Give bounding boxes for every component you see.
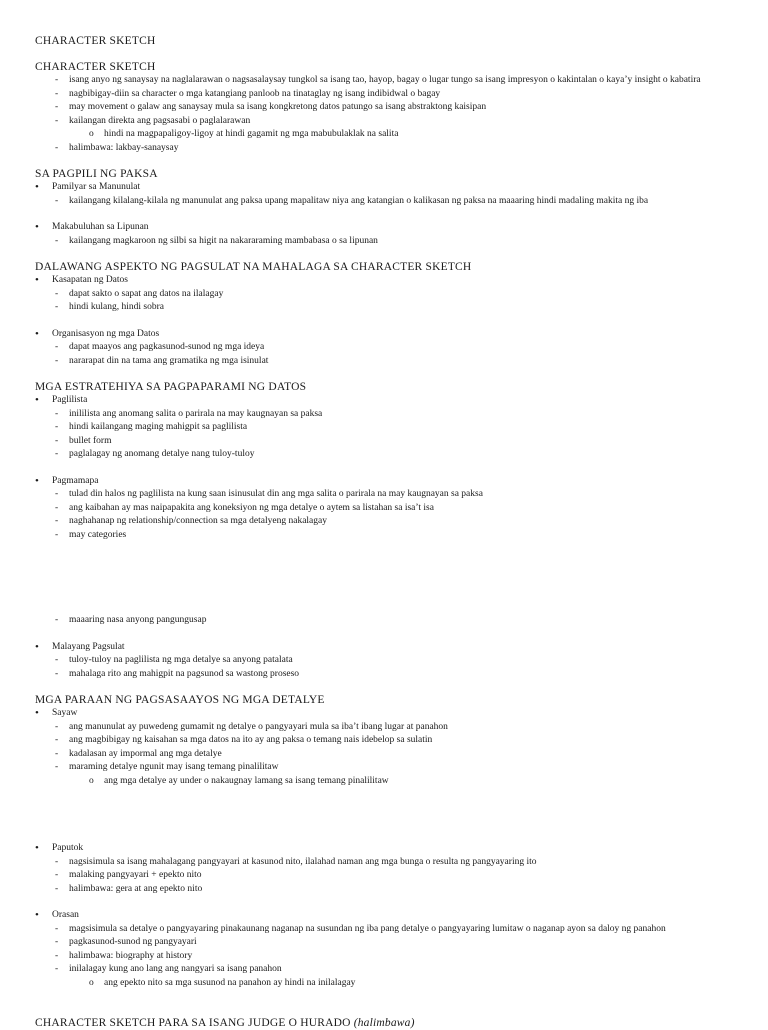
- list-item: - hindi kulang, hindi sobra: [35, 301, 735, 315]
- list-item: - malaking pangyayari + epekto nito: [35, 869, 735, 883]
- list-item: - mahalaga rito ang mahigpit na pagsunod sa wastong proseso: [35, 668, 735, 682]
- bullet-item: • Orasan: [35, 909, 735, 923]
- bullet-item: • Makabuluhan sa Lipunan: [35, 221, 735, 235]
- list-item: - halimbawa: gera at ang epekto nito: [35, 883, 735, 897]
- section-heading-mga-paraan: MGA PARAAN NG PAGSASAAYOS NG MGA DETALYE: [35, 694, 325, 706]
- section-heading-mga-estratehiya: MGA ESTRATEHIYA SA PAGPAPARAMI NG DATOS: [35, 381, 307, 393]
- list-item: - dapat maayos ang pagkasunod-sunod ng mga ideya: [35, 341, 735, 355]
- bullet-item: • Malayang Pagsulat: [35, 641, 735, 655]
- list-item: - magsisimula sa detalye o pangyayaring pinakaunang naganap na susundan ng iba pang detalye o pangyayaring lumitaw o naganap ayon sa daloy ng panahon: [35, 923, 735, 937]
- list-item: - kailangang kilalang-kilala ng manunulat ang paksa upang mapalitaw niya ang katangian o kalikasan ng paksa na maaaring hindi madaling makita ng iba: [35, 195, 735, 209]
- list-item: - nagbibigay-diin sa character o mga katangiang panloob na tinataglay ng isang indibidwal o bagay: [35, 88, 735, 102]
- list-item: - halimbawa: lakbay-sanaysay: [35, 142, 735, 156]
- bullet-item: • Sayaw: [35, 707, 735, 721]
- list-item: - may movement o galaw ang sanaysay mula sa isang kongkretong datos patungo sa isang abstraktong kaisipan: [35, 101, 735, 115]
- list-item: - tulad din halos ng paglilista na kung saan isinusulat din ang mga salita o parirala na may kaugnayan sa paksa: [35, 488, 735, 502]
- list-item: - dapat sakto o sapat ang datos na ilalagay: [35, 288, 735, 302]
- section-heading-pagpili-ng-paksa: SA PAGPILI NG PAKSA: [35, 168, 158, 180]
- list-item: - ang manunulat ay puwedeng gumamit ng detalye o pangyayari mula sa iba’t ibang lugar at panahon: [35, 721, 735, 735]
- list-item: - kadalasan ay impormal ang mga detalye: [35, 748, 735, 762]
- list-item: - may categories: [35, 529, 735, 543]
- list-item: - maaaring nasa anyong pangungusap: [35, 614, 735, 628]
- section-heading-character-sketch: CHARACTER SKETCH: [35, 61, 156, 73]
- list-item: - ang magbibigay ng kaisahan sa mga datos na ito ay ang paksa o temang nais idebelop sa sulatin: [35, 734, 735, 748]
- list-item: - nararapat din na tama ang gramatika ng mga isinulat: [35, 355, 735, 369]
- sub-list-item: o ang epekto nito sa mga susunod na panahon ay hindi na inilalagay: [35, 977, 735, 991]
- bullet-item: • Pagmamapa: [35, 475, 735, 489]
- document-page: [35, 34, 735, 990]
- section-heading-dalawang-aspekto: DALAWANG ASPEKTO NG PAGSULAT NA MAHALAGA SA CHARACTER SKETCH: [35, 261, 472, 273]
- bullet-item: • Paglilista: [35, 394, 735, 408]
- section-heading-text: CHARACTER SKETCH PARA SA ISANG JUDGE O HURADO: [35, 1017, 351, 1029]
- list-item: - kailangang magkaroon ng silbi sa higit na nakararaming mambabasa o sa lipunan: [35, 235, 735, 249]
- list-item: - bullet form: [35, 435, 735, 449]
- list-item: - tuloy-tuloy na paglilista ng mga detalye sa anyong patalata: [35, 654, 735, 668]
- section-heading-judge-partial: [35, 1016, 415, 1030]
- list-item: - isang anyo ng sanaysay na naglalarawan o nagsasalaysay tungkol sa isang tao, hayop, bagay o lugar tungo sa isang impresyon o kakintalan o kaya’y insight o kabatira: [35, 74, 735, 88]
- list-item: - pagkasunod-sunod ng pangyayari: [35, 936, 735, 950]
- list-item: - maraming detalye ngunit may isang temang pinalilitaw: [35, 761, 735, 775]
- list-item: - kailangan direkta ang pagsasabi o paglalarawan: [35, 115, 735, 129]
- section-heading-note: (halimbawa): [353, 1017, 415, 1029]
- list-item: - ang kaibahan ay mas naipapakita ang koneksiyon ng mga detalye o aytem sa listahan sa isa’t isa: [35, 502, 735, 516]
- list-item: - inililista ang anomang salita o parirala na may kaugnayan sa paksa: [35, 408, 735, 422]
- list-item: - inilalagay kung ano lang ang nangyari sa isang panahon: [35, 963, 735, 977]
- list-item: - hindi kailangang maging mahigpit sa paglilista: [35, 421, 735, 435]
- sub-list-item: o ang mga detalye ay under o nakaugnay lamang sa isang temang pinalilitaw: [35, 775, 735, 789]
- bullet-item: • Organisasyon ng mga Datos: [35, 328, 735, 342]
- bullet-item: • Pamilyar sa Manunulat: [35, 181, 735, 195]
- list-item: - nagsisimula sa isang mahalagang pangyayari at kasunod nito, ilalahad naman ang mga bunga o resulta ng pangyayaring ito: [35, 856, 735, 870]
- sub-list-item: o hindi na magpapaligoy-ligoy at hindi gagamit ng mga mabubulaklak na salita: [35, 128, 735, 142]
- document-title: CHARACTER SKETCH: [35, 35, 156, 47]
- bullet-item: • Paputok: [35, 842, 735, 856]
- list-item: - halimbawa: biography at history: [35, 950, 735, 964]
- bullet-item: • Kasapatan ng Datos: [35, 274, 735, 288]
- list-item: - paglalagay ng anomang detalye nang tuloy-tuloy: [35, 448, 735, 462]
- list-item: - naghahanap ng relationship/connection sa mga detalyeng nakalagay: [35, 515, 735, 529]
